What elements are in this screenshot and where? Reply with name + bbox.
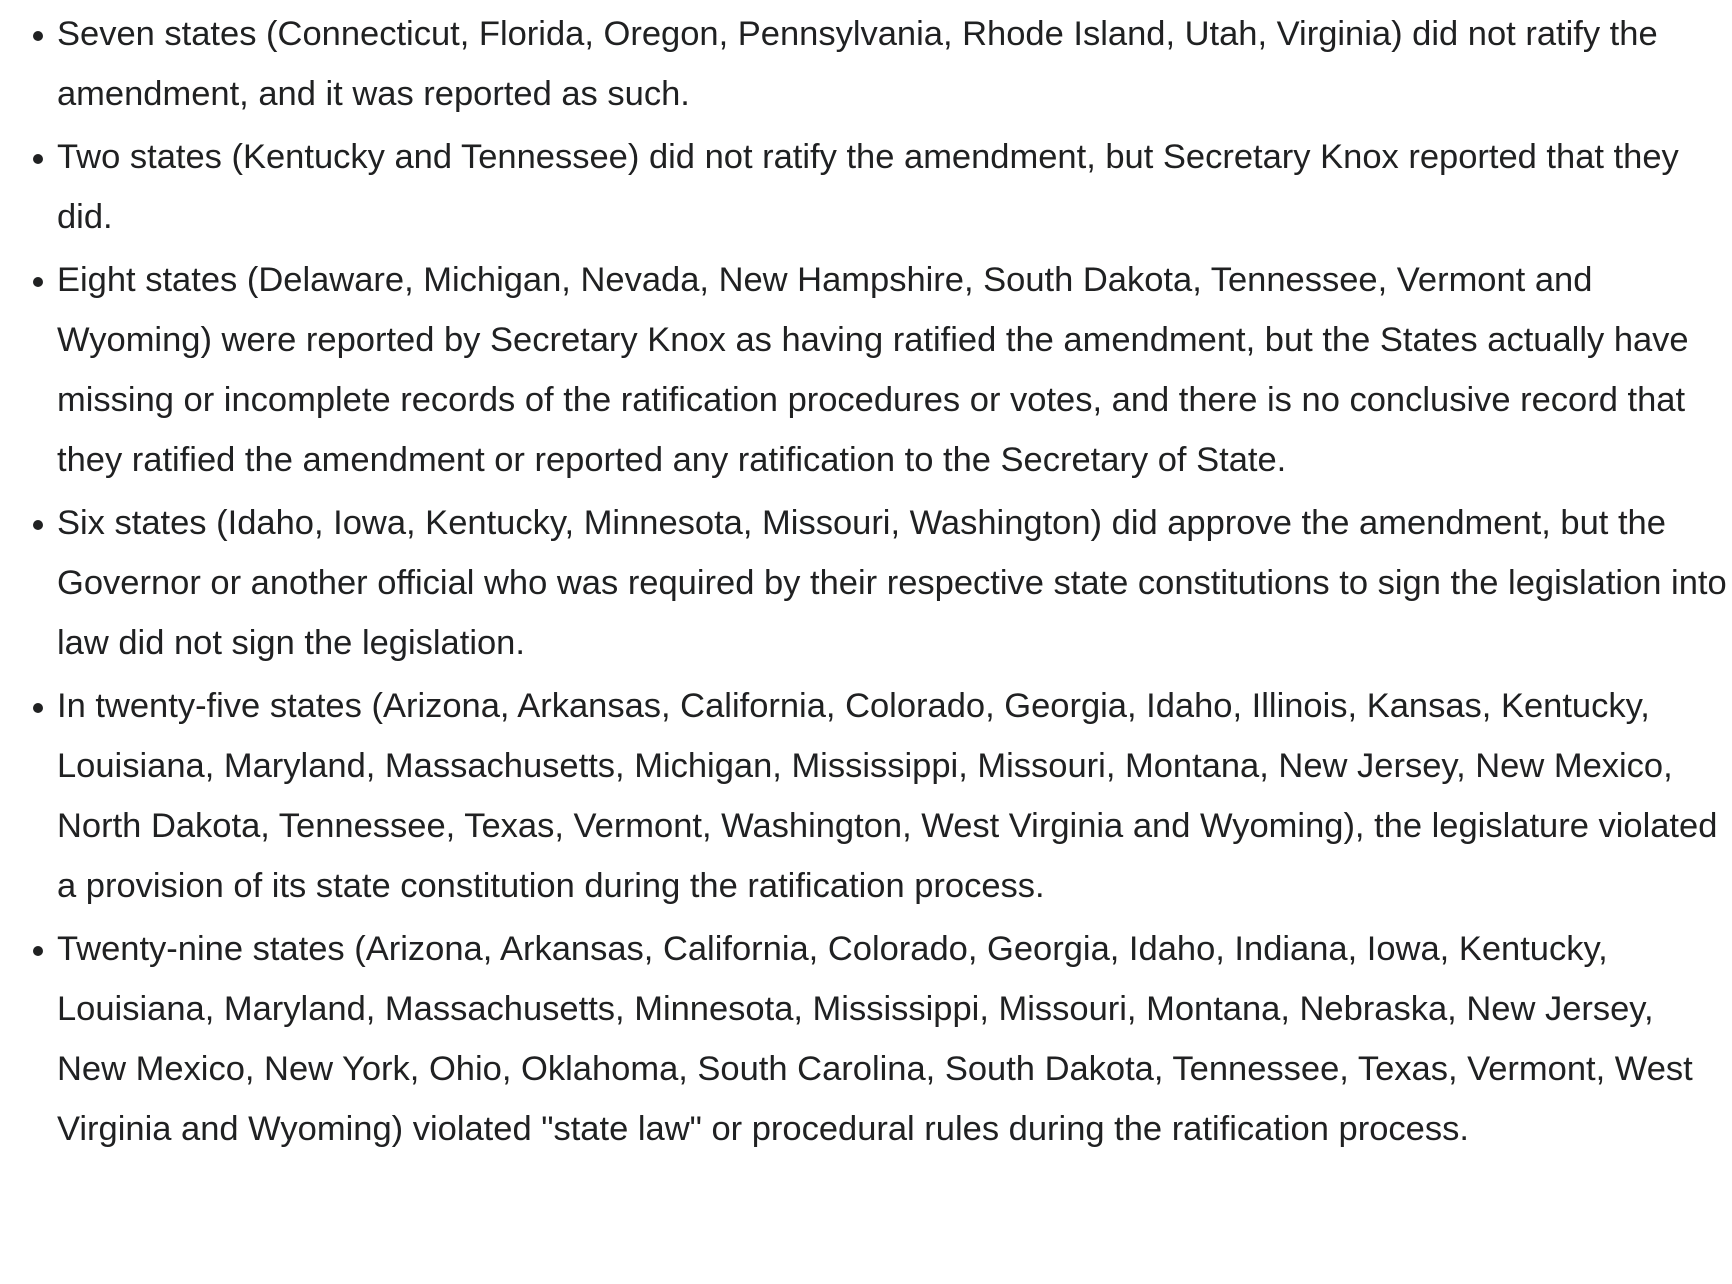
list-item-text: Seven states (Connecticut, Florida, Oregon, Pennsylvania, Rhode Island, Utah, Virginia) did not ratify the amendment, and it was reported as such.: [57, 15, 1658, 113]
list-item: [57, 919, 1727, 1159]
bullet-icon: [33, 277, 43, 287]
bullet-list: [0, 4, 1727, 1159]
list-item: [57, 250, 1727, 490]
list-item-text: Twenty-nine states (Arizona, Arkansas, California, Colorado, Georgia, Idaho, Indiana, Iowa, Kentucky, Louisiana, Maryland, Massachusetts, Minnesota, Mississippi, Missouri, Montana, Nebraska, New Jersey, New Mexico, New York, Ohio, Oklahoma, South Carolina, South Dakota, Tennessee, Texas, Vermont, West Virginia and Wyoming) violated "state law" or procedural rules during the ratification process.: [57, 930, 1693, 1148]
list-item-text: In twenty-five states (Arizona, Arkansas, California, Colorado, Georgia, Idaho, Illinois, Kansas, Kentucky, Louisiana, Maryland, Massachusetts, Michigan, Mississippi, Missouri, Montana, New Jersey, New Mexico, North Dakota, Tennessee, Texas, Vermont, Washington, West Virginia and Wyoming), the legislature violated a provision of its state constitution during the ratification process.: [57, 687, 1718, 905]
list-item-text: Six states (Idaho, Iowa, Kentucky, Minnesota, Missouri, Washington) did approve the amendment, but the Governor or another official who was required by their respective state constitutions to sign the legislation into law did not sign the legislation.: [57, 504, 1727, 662]
list-item: [57, 127, 1727, 247]
list-item: [57, 493, 1727, 673]
bullet-icon: [33, 946, 43, 956]
bullet-icon: [33, 154, 43, 164]
bullet-icon: [33, 703, 43, 713]
bullet-icon: [33, 31, 43, 41]
list-item-text: Two states (Kentucky and Tennessee) did not ratify the amendment, but Secretary Knox reported that they did.: [57, 138, 1679, 236]
list-item: [57, 676, 1727, 916]
bullet-icon: [33, 520, 43, 530]
list-item: [57, 4, 1727, 124]
list-item-text: Eight states (Delaware, Michigan, Nevada, New Hampshire, South Dakota, Tennessee, Vermont and Wyoming) were reported by Secretary Knox as having ratified the amendment, but the States actually have missing or incomplete records of the ratification procedures or votes, and there is no conclusive record that they ratified the amendment or reported any ratification to the Secretary of State.: [57, 261, 1689, 479]
